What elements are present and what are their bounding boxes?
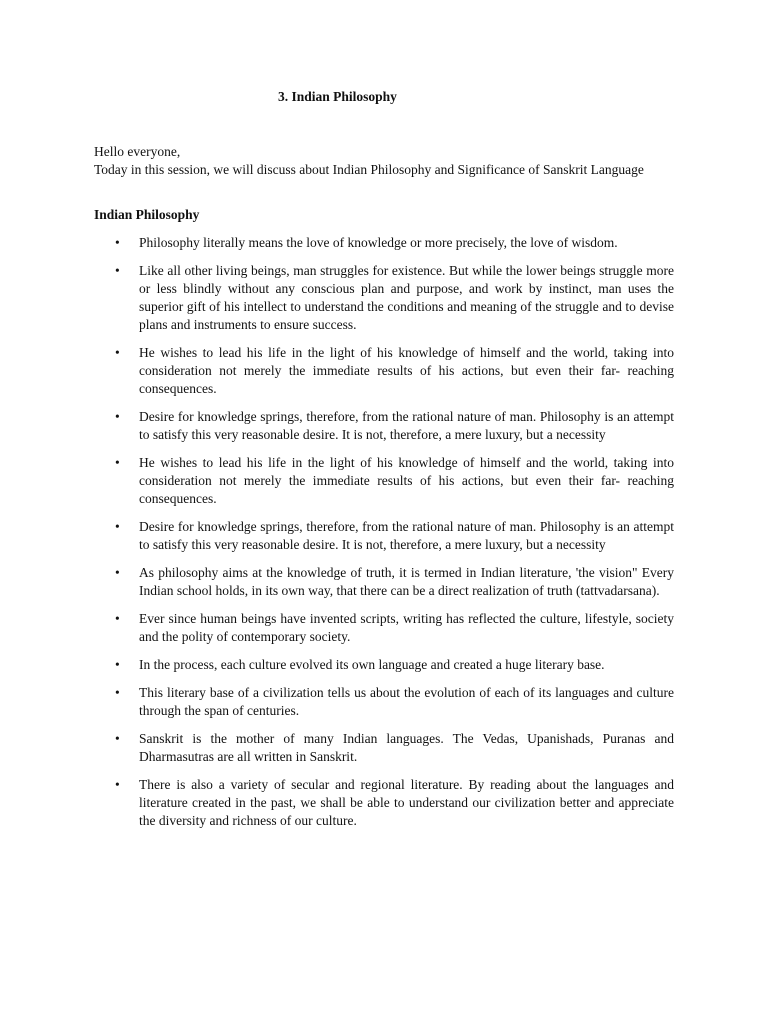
list-item-text: Like all other living beings, man struggles for existence. But while the lower beings struggle more or less blindly without any conscious plan and purpose, and work by instinct, man uses the superior gift of his intellect to understand the conditions and meaning of the struggle and to devise plans and instruments to ensure success.	[139, 263, 674, 332]
list-item	[94, 454, 674, 508]
list-item-text: He wishes to lead his life in the light of his knowledge of himself and the world, taking into consideration not merely the immediate results of his actions, but even their far- reaching consequences.	[139, 345, 674, 396]
bullet-mark: •	[115, 611, 120, 626]
list-item	[94, 656, 674, 674]
bullet-mark: •	[115, 777, 120, 792]
list-item	[94, 564, 674, 600]
list-item	[94, 344, 674, 398]
bullet-mark: •	[115, 235, 120, 250]
intro-block	[94, 143, 684, 179]
intro-text: Today in this session, we will discuss about Indian Philosophy and Significance of Sanskrit Language	[94, 162, 644, 177]
bullet-mark: •	[115, 685, 120, 700]
document-title: 3. Indian Philosophy	[278, 89, 397, 104]
list-item-text: He wishes to lead his life in the light of his knowledge of himself and the world, taking into consideration not merely the immediate results of his actions, but even their far- reaching consequences.	[139, 455, 674, 506]
list-item-text: Sanskrit is the mother of many Indian languages. The Vedas, Upanishads, Puranas and Dharmasutras are all written in Sanskrit.	[139, 731, 674, 764]
bullet-mark: •	[115, 731, 120, 746]
bullet-mark: •	[115, 409, 120, 424]
section-heading: Indian Philosophy	[94, 207, 200, 222]
list-item	[94, 730, 674, 766]
list-item	[94, 776, 674, 830]
bullet-mark: •	[115, 657, 120, 672]
list-item-text: In the process, each culture evolved its own language and created a huge literary base.	[139, 657, 605, 672]
bullet-mark: •	[115, 519, 120, 534]
bullet-mark: •	[115, 455, 120, 470]
list-item-text: Desire for knowledge springs, therefore, from the rational nature of man. Philosophy is an attempt to satisfy this very reasonable desire. It is not, therefore, a mere luxury, but a necessity	[139, 409, 674, 442]
list-item-text: Philosophy literally means the love of knowledge or more precisely, the love of wisdom.	[139, 235, 618, 250]
bullet-mark: •	[115, 263, 120, 278]
list-item-text: As philosophy aims at the knowledge of truth, it is termed in Indian literature, 'the vision" Every Indian school holds, in its own way, that there can be a direct realization of truth (tattvadarsana).	[139, 565, 674, 598]
list-item-text: This literary base of a civilization tells us about the evolution of each of its languages and culture through the span of centuries.	[139, 685, 674, 718]
list-item-text: Ever since human beings have invented scripts, writing has reflected the culture, lifestyle, society and the polity of contemporary society.	[139, 611, 674, 644]
list-item-text: Desire for knowledge springs, therefore, from the rational nature of man. Philosophy is an attempt to satisfy this very reasonable desire. It is not, therefore, a mere luxury, but a necessity	[139, 519, 674, 552]
list-item	[94, 684, 674, 720]
bullet-mark: •	[115, 345, 120, 360]
list-item-text: There is also a variety of secular and regional literature. By reading about the languages and literature created in the past, we shall be able to understand our civilization better and appreciate the diversity and richness of our culture.	[139, 777, 674, 828]
list-item	[94, 610, 674, 646]
greeting-text: Hello everyone,	[94, 144, 181, 159]
list-item	[94, 408, 674, 444]
list-item	[94, 234, 674, 252]
list-item	[94, 262, 674, 334]
bullet-mark: •	[115, 565, 120, 580]
bullet-list	[94, 234, 674, 840]
list-item	[94, 518, 674, 554]
